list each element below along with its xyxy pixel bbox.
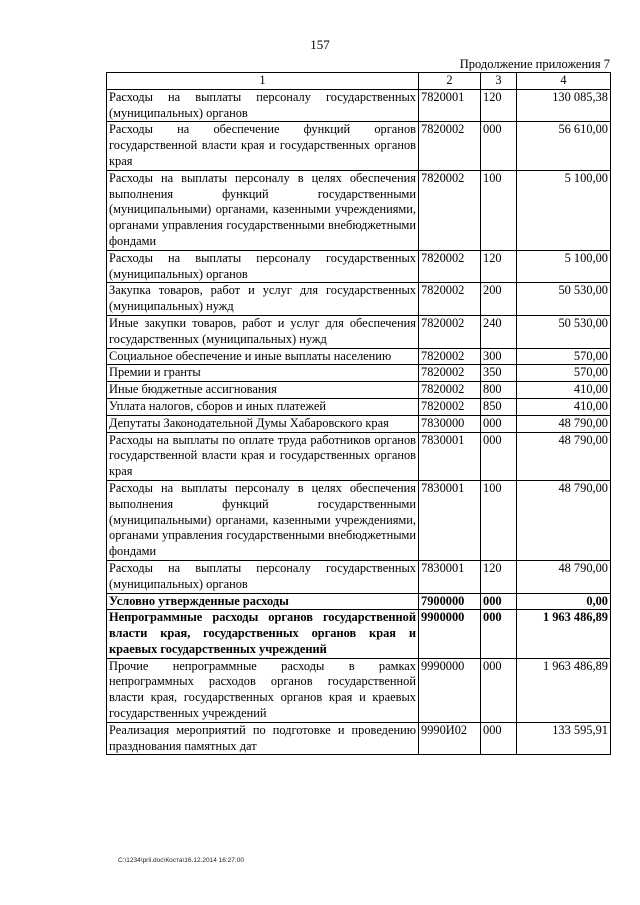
table-row bbox=[107, 365, 611, 382]
row-code-cell: 9900000 bbox=[419, 610, 481, 658]
row-code-cell: 7830001 bbox=[419, 432, 481, 480]
row-amount-cell: 5 100,00 bbox=[517, 170, 611, 250]
row-name-cell: Расходы на обеспечение функций органов государственной власти края и государственных органов края bbox=[107, 122, 419, 170]
table-row bbox=[107, 348, 611, 365]
column-header-type: 3 bbox=[481, 73, 517, 90]
page-number: 157 bbox=[310, 37, 330, 52]
row-amount-cell: 56 610,00 bbox=[517, 122, 611, 170]
table-row bbox=[107, 722, 611, 755]
row-name-cell: Расходы на выплаты персоналу государственных (муниципальных) органов bbox=[107, 250, 419, 283]
table-row bbox=[107, 415, 611, 432]
table-header-row bbox=[107, 73, 611, 90]
row-name-cell: Условно утвержденные расходы bbox=[107, 593, 419, 610]
row-amount-cell: 130 085,38 bbox=[517, 89, 611, 122]
row-type-cell: 100 bbox=[481, 170, 517, 250]
row-name-cell: Расходы на выплаты персоналу государственных (муниципальных) органов bbox=[107, 89, 419, 122]
row-name-cell: Уплата налогов, сборов и иных платежей bbox=[107, 398, 419, 415]
row-amount-cell: 0,00 bbox=[517, 593, 611, 610]
table-row bbox=[107, 480, 611, 560]
budget-table bbox=[106, 72, 611, 755]
row-code-cell: 7820001 bbox=[419, 89, 481, 122]
row-amount-cell: 48 790,00 bbox=[517, 415, 611, 432]
row-type-cell: 200 bbox=[481, 283, 517, 316]
table-row bbox=[107, 658, 611, 722]
row-type-cell: 000 bbox=[481, 658, 517, 722]
row-code-cell: 7820002 bbox=[419, 250, 481, 283]
row-code-cell: 7820002 bbox=[419, 315, 481, 348]
row-type-cell: 000 bbox=[481, 122, 517, 170]
row-code-cell: 7820002 bbox=[419, 170, 481, 250]
column-header-code: 2 bbox=[419, 73, 481, 90]
row-type-cell: 300 bbox=[481, 348, 517, 365]
row-type-cell: 000 bbox=[481, 432, 517, 480]
row-type-cell: 120 bbox=[481, 250, 517, 283]
row-code-cell: 7830001 bbox=[419, 560, 481, 593]
row-name-cell: Расходы на выплаты персоналу государственных (муниципальных) органов bbox=[107, 560, 419, 593]
row-amount-cell: 570,00 bbox=[517, 348, 611, 365]
file-path-footer: C:\1234\pril.doc\Коста\16.12.2014 16:27:00 bbox=[118, 857, 244, 864]
row-name-cell: Реализация мероприятий по подготовке и проведению празднования памятных дат bbox=[107, 722, 419, 755]
row-code-cell: 9990И02 bbox=[419, 722, 481, 755]
table-row bbox=[107, 122, 611, 170]
row-amount-cell: 1 963 486,89 bbox=[517, 658, 611, 722]
row-code-cell: 7820002 bbox=[419, 122, 481, 170]
row-amount-cell: 50 530,00 bbox=[517, 315, 611, 348]
row-code-cell: 9990000 bbox=[419, 658, 481, 722]
row-name-cell: Иные бюджетные ассигнования bbox=[107, 382, 419, 399]
row-code-cell: 7900000 bbox=[419, 593, 481, 610]
table-row bbox=[107, 315, 611, 348]
row-type-cell: 240 bbox=[481, 315, 517, 348]
table-row bbox=[107, 432, 611, 480]
row-amount-cell: 50 530,00 bbox=[517, 283, 611, 316]
row-name-cell: Расходы на выплаты персоналу в целях обеспечения выполнения функций государственными (муниципальными) органами, казенными учреждениями, органами управления государственными внебюджетными фондами bbox=[107, 480, 419, 560]
row-code-cell: 7820002 bbox=[419, 398, 481, 415]
row-code-cell: 7830000 bbox=[419, 415, 481, 432]
row-type-cell: 800 bbox=[481, 382, 517, 399]
row-type-cell: 000 bbox=[481, 722, 517, 755]
table-row bbox=[107, 593, 611, 610]
table-row bbox=[107, 89, 611, 122]
row-type-cell: 850 bbox=[481, 398, 517, 415]
row-amount-cell: 5 100,00 bbox=[517, 250, 611, 283]
row-name-cell: Иные закупки товаров, работ и услуг для обеспечения государственных (муниципальных) нужд bbox=[107, 315, 419, 348]
row-name-cell: Прочие непрограммные расходы в рамках непрограммных расходов органов государственной власти края, государственных органов края и краевых государственных учреждений bbox=[107, 658, 419, 722]
table-row bbox=[107, 610, 611, 658]
row-name-cell: Расходы на выплаты персоналу в целях обеспечения выполнения функций государственными (муниципальными) органами, казенными учреждениями, органами управления государственными внебюджетными фондами bbox=[107, 170, 419, 250]
row-amount-cell: 133 595,91 bbox=[517, 722, 611, 755]
row-type-cell: 000 bbox=[481, 415, 517, 432]
row-code-cell: 7820002 bbox=[419, 382, 481, 399]
table-row bbox=[107, 382, 611, 399]
table-row bbox=[107, 560, 611, 593]
row-code-cell: 7830001 bbox=[419, 480, 481, 560]
row-code-cell: 7820002 bbox=[419, 365, 481, 382]
row-type-cell: 350 bbox=[481, 365, 517, 382]
row-type-cell: 000 bbox=[481, 593, 517, 610]
row-code-cell: 7820002 bbox=[419, 283, 481, 316]
row-amount-cell: 410,00 bbox=[517, 382, 611, 399]
row-name-cell: Закупка товаров, работ и услуг для государственных (муниципальных) нужд bbox=[107, 283, 419, 316]
row-name-cell: Социальное обеспечение и иные выплаты населению bbox=[107, 348, 419, 365]
row-amount-cell: 48 790,00 bbox=[517, 432, 611, 480]
row-type-cell: 120 bbox=[481, 560, 517, 593]
table-row bbox=[107, 250, 611, 283]
row-amount-cell: 1 963 486,89 bbox=[517, 610, 611, 658]
continuation-label: Продолжение приложения 7 bbox=[459, 57, 610, 71]
column-header-amount: 4 bbox=[517, 73, 611, 90]
table-row bbox=[107, 398, 611, 415]
row-amount-cell: 48 790,00 bbox=[517, 480, 611, 560]
row-name-cell: Премии и гранты bbox=[107, 365, 419, 382]
column-header-name: 1 bbox=[107, 73, 419, 90]
row-name-cell: Депутаты Законодательной Думы Хабаровского края bbox=[107, 415, 419, 432]
row-type-cell: 100 bbox=[481, 480, 517, 560]
row-code-cell: 7820002 bbox=[419, 348, 481, 365]
row-amount-cell: 48 790,00 bbox=[517, 560, 611, 593]
row-amount-cell: 410,00 bbox=[517, 398, 611, 415]
table-row bbox=[107, 170, 611, 250]
row-type-cell: 120 bbox=[481, 89, 517, 122]
row-name-cell: Расходы на выплаты по оплате труда работников органов государственной власти края и государственных органов края bbox=[107, 432, 419, 480]
row-type-cell: 000 bbox=[481, 610, 517, 658]
table-row bbox=[107, 283, 611, 316]
row-amount-cell: 570,00 bbox=[517, 365, 611, 382]
row-name-cell: Непрограммные расходы органов государственной власти края, государственных органов края и краевых государственных учреждений bbox=[107, 610, 419, 658]
